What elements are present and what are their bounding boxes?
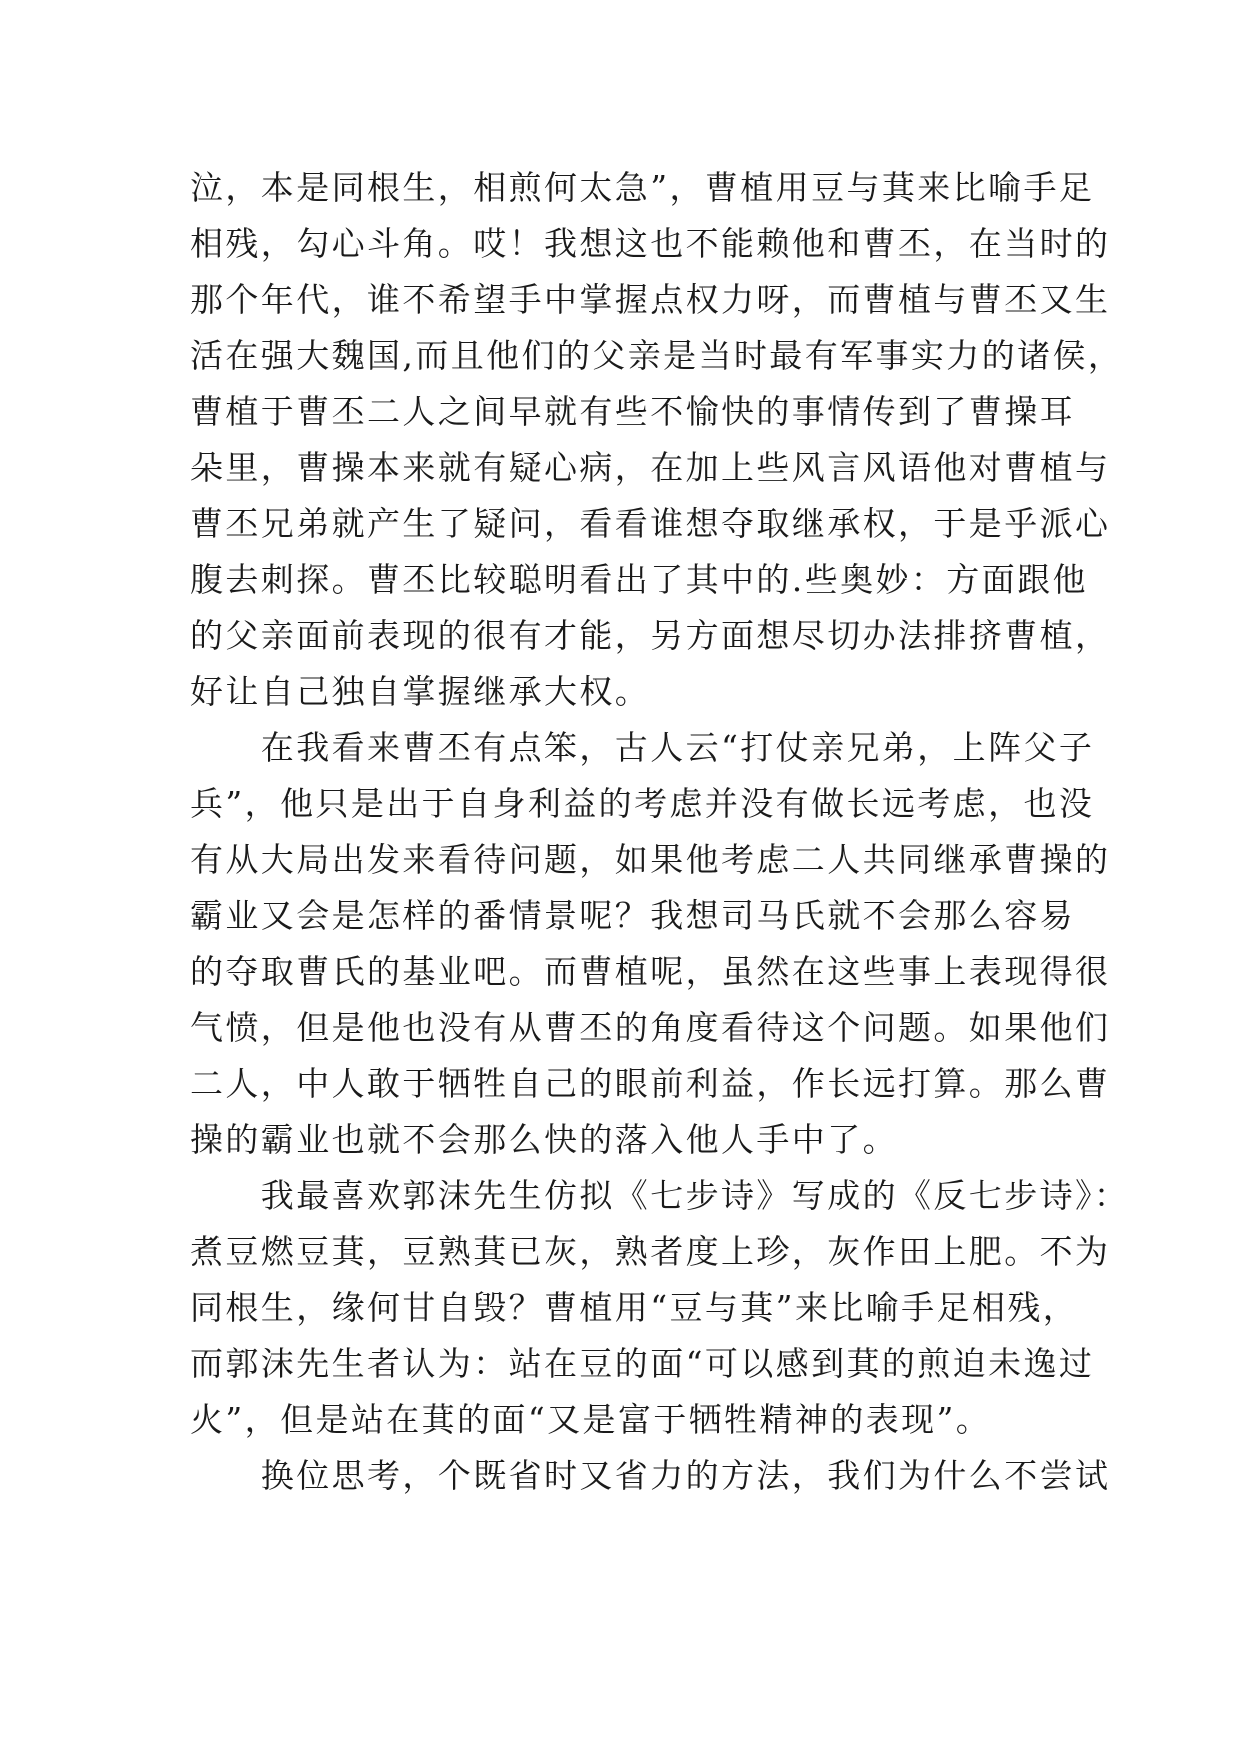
text-line: 腹去刺探。曹丕比较聪明看出了其中的.些奥妙：方面跟他 <box>190 560 1088 599</box>
text-line: 的父亲面前表现的很有才能，另方面想尽切办法排挤曹植， <box>190 616 1111 655</box>
text-line: 我最喜欢郭沫先生仿拟《七步诗》写成的《反七步诗》： <box>190 1176 1130 1215</box>
text-line: 朵里，曹操本来就有疑心病，在加上些风言风语他对曹植与 <box>190 448 1111 487</box>
text-line: 兵”，他只是出于自身利益的考虑并没有做长远考虑，也没 <box>190 784 1095 823</box>
text-line: 曹植于曹丕二人之间早就有些不愉快的事情传到了曹操耳 <box>190 392 1075 431</box>
text-line: 煮豆燃豆萁，豆熟萁已灰，熟者度上珍，灰作田上肥。不为 <box>190 1232 1111 1271</box>
text-line: 同根生，缘何甘自毁？曹植用“豆与萁”来比喻手足相残， <box>190 1288 1079 1327</box>
text-line: 气愤，但是他也没有从曹丕的角度看待这个问题。如果他们 <box>190 1008 1111 1047</box>
text-line: 火”，但是站在萁的面“又是富于牺牲精神的表现”。 <box>190 1400 992 1439</box>
text-line: 操的霸业也就不会那么快的落入他人手中了。 <box>190 1120 898 1159</box>
text-line: 好让自己独自掌握继承大权。 <box>190 672 651 711</box>
text-line: 相残，勾心斗角。哎！我想这也不能赖他和曹丕，在当时的 <box>190 224 1111 263</box>
text-line: 霸业又会是怎样的番情景呢？我想司马氏就不会那么容易 <box>190 896 1075 935</box>
text-line: 曹丕兄弟就产生了疑问，看看谁想夺取继承权，于是乎派心 <box>190 504 1111 543</box>
text-line: 活在强大魏国,而且他们的父亲是当时最有军事实力的诸侯， <box>190 336 1124 375</box>
text-line: 的夺取曹氏的基业吧。而曹植呢，虽然在这些事上表现得很 <box>190 952 1111 991</box>
text-line: 在我看来曹丕有点笨，古人云“打仗亲兄弟，上阵父子 <box>190 728 1095 767</box>
text-line: 二人，中人敢于牺牲自己的眼前利益，作长远打算。那么曹 <box>190 1064 1111 1103</box>
text-line: 那个年代，谁不希望手中掌握点权力呀，而曹植与曹丕又生 <box>190 280 1111 319</box>
text-line: 换位思考，个既省时又省力的方法，我们为什么不尝试 <box>190 1456 1111 1495</box>
text-line: 而郭沫先生者认为：站在豆的面“可以感到萁的煎迫未逸过 <box>190 1344 1095 1383</box>
document-body <box>190 160 1130 1504</box>
text-line: 泣，本是同根生，相煎何太急”，曹植用豆与萁来比喻手足 <box>190 168 1095 207</box>
text-line: 有从大局出发来看待问题，如果他考虑二人共同继承曹操的 <box>190 840 1111 879</box>
